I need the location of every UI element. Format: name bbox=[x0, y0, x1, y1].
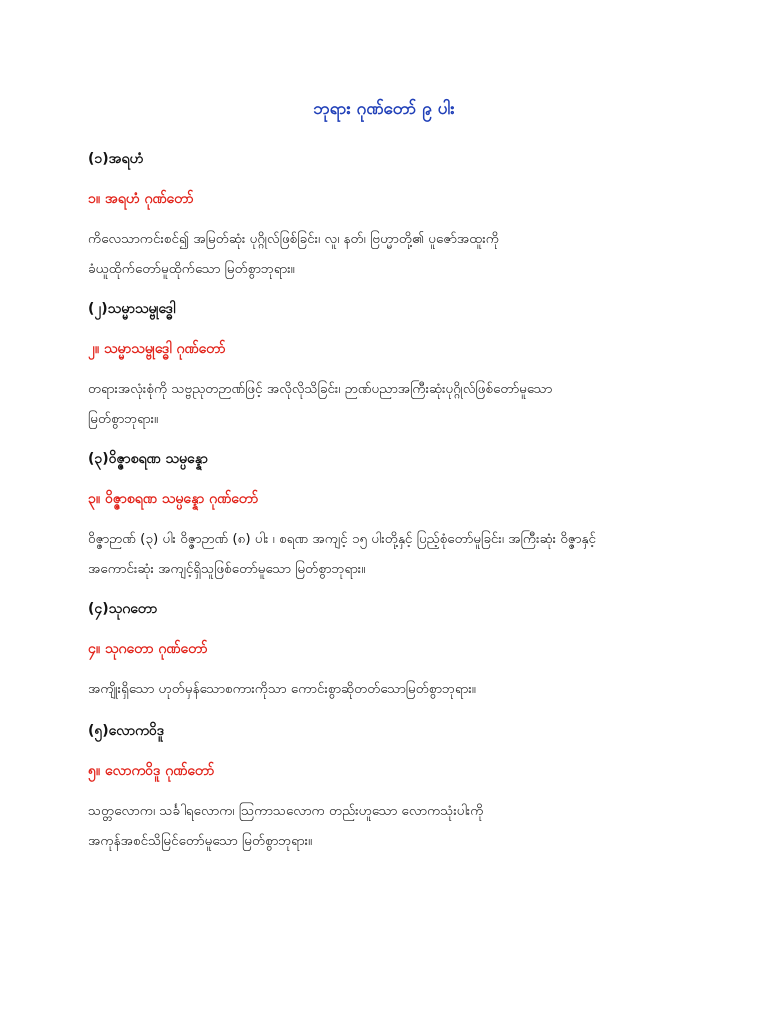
body-line: ခံယူထိုက်တော်မူထိုက်သော မြတ်စွာဘုရား။ bbox=[88, 261, 295, 277]
section-subheading: ၄။ သုဂတော ဂုဏ်တော် bbox=[88, 641, 208, 657]
section-heading: (၄)သုဂတော bbox=[88, 601, 158, 617]
body-line: ကိလေသာကင်းစင်၍ အမြတ်ဆုံး ပုဂ္ဂိုလ်ဖြစ်ခြင်း၊ လူ၊ နတ်၊ ဗြဟ္မာတို့၏ ပူဇော်အထူးကို bbox=[88, 231, 499, 247]
body-line: အကျိုးရှိသော ဟုတ်မှန်သောစကားကိုသာ ကောင်းစွာဆိုတတ်သောမြတ်စွာဘုရား။ bbox=[88, 681, 476, 697]
body-line: မြတ်စွာဘုရား။ bbox=[88, 411, 159, 427]
section-subheading: ၂။ သမ္မာသမ္ဗုဒ္ဓေါ ဂုဏ်တော် bbox=[88, 341, 226, 357]
section-lokavidu bbox=[88, 720, 688, 856]
body-line: တရားအလုံးစုံကို သဗ္ဗညုတဉာဏ်ဖြင့် အလိုလိုသိခြင်း၊ ဉာဏ်ပညာအကြီးဆုံးပုဂ္ဂိုလ်ဖြစ်တော်မူသော bbox=[88, 381, 553, 397]
section-subheading: ၃။ ဝိဇ္ဇာစရဏ သမ္ပန္နော ဂုဏ်တော် bbox=[88, 491, 259, 507]
document-title: ဘုရား ဂုဏ်တော် ၉ ပါး bbox=[313, 99, 455, 119]
section-body bbox=[88, 224, 688, 284]
section-subheading: ၅။ လောကဝိဒူ ဂုဏ်တော် bbox=[88, 763, 215, 779]
section-body bbox=[88, 796, 688, 856]
section-heading: (၃)ဝိဇ္ဇာစရဏ သမ္ပန္နော bbox=[88, 451, 208, 467]
section-heading: (၁)အရဟံ bbox=[88, 151, 144, 167]
body-line: အကောင်းဆုံး အကျင့်ရှိသူဖြစ်တော်မူသော မြတ်စွာဘုရား။ bbox=[88, 561, 366, 577]
section-heading: (၅)လောကဝိဒူ bbox=[88, 723, 165, 739]
section-sugato bbox=[88, 598, 688, 704]
section-body bbox=[88, 674, 688, 704]
section-vijjacarana bbox=[88, 448, 688, 584]
body-line: အကုန်အစင်သိမြင်တော်မူသော မြတ်စွာဘုရား။ bbox=[88, 833, 313, 849]
section-sammasambuddho bbox=[88, 298, 688, 434]
section-arahan bbox=[88, 148, 688, 284]
section-body bbox=[88, 374, 688, 434]
section-heading: (၂)သမ္မာသမ္ဗုဒ္ဓေါ bbox=[88, 301, 176, 317]
body-line: သတ္တလောက၊ သင်္ခါရလောက၊ ဩကာသလောက တည်းဟူသော လောကသုံးပါးကို bbox=[88, 803, 484, 819]
body-line: ဝိဇ္ဇာဉာဏ် (၃) ပါး ဝိဇ္ဇာဉာဏ် (၈) ပါး ၊ စရဏ အကျင့် ၁၅ ပါးတို့နှင့် ပြည့်စုံတော်မူခြင်း၊ အကြီးဆုံး ဝိဇ္ဇာနှင့် bbox=[88, 531, 596, 547]
section-subheading: ၁။ အရဟံ ဂုဏ်တော် bbox=[88, 191, 194, 207]
section-body bbox=[88, 524, 688, 584]
